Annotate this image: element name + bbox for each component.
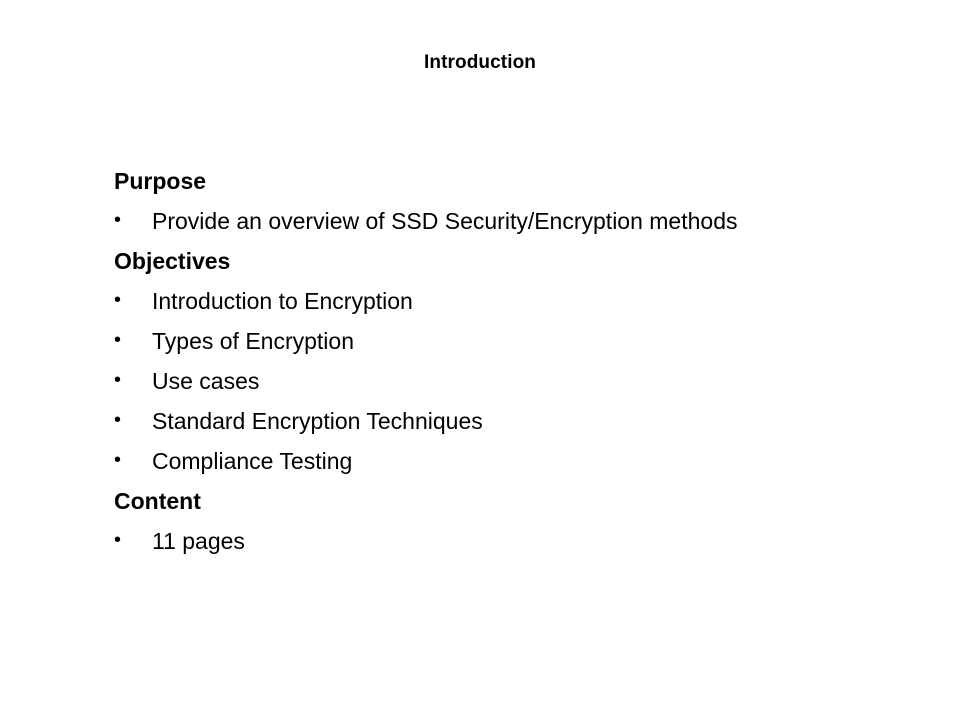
section-heading-label: Content bbox=[114, 488, 201, 514]
bullet-item-label: 11 pages bbox=[152, 528, 245, 554]
bullet-item-label: Compliance Testing bbox=[152, 448, 353, 474]
bullet-point-icon: • bbox=[114, 409, 122, 431]
section-heading-label: Objectives bbox=[114, 248, 231, 274]
bullet-point-icon: • bbox=[114, 209, 122, 231]
bullet-item bbox=[110, 530, 930, 553]
section-heading bbox=[110, 250, 930, 273]
section-heading bbox=[110, 170, 930, 193]
bullet-item bbox=[110, 290, 930, 313]
bullet-item-label: Standard Encryption Techniques bbox=[152, 408, 483, 434]
slide-body bbox=[110, 170, 930, 570]
bullet-item-label: Introduction to Encryption bbox=[152, 288, 413, 314]
bullet-item bbox=[110, 330, 930, 353]
bullet-item bbox=[110, 410, 930, 433]
bullet-point-icon: • bbox=[114, 329, 122, 351]
bullet-point-icon: • bbox=[114, 449, 122, 471]
bullet-item bbox=[110, 210, 930, 233]
bullet-point-icon: • bbox=[114, 369, 122, 391]
section-heading-label: Purpose bbox=[114, 168, 207, 194]
bullet-item-label: Provide an overview of SSD Security/Encryption methods bbox=[152, 208, 738, 234]
bullet-point-icon: • bbox=[114, 529, 122, 551]
bullet-point-icon: • bbox=[114, 289, 122, 311]
section-heading bbox=[110, 490, 930, 513]
bullet-item-label: Use cases bbox=[152, 368, 260, 394]
slide-title: Introduction bbox=[423, 52, 536, 73]
bullet-item bbox=[110, 450, 930, 473]
bullet-item bbox=[110, 370, 930, 393]
bullet-item-label: Types of Encryption bbox=[152, 328, 354, 354]
